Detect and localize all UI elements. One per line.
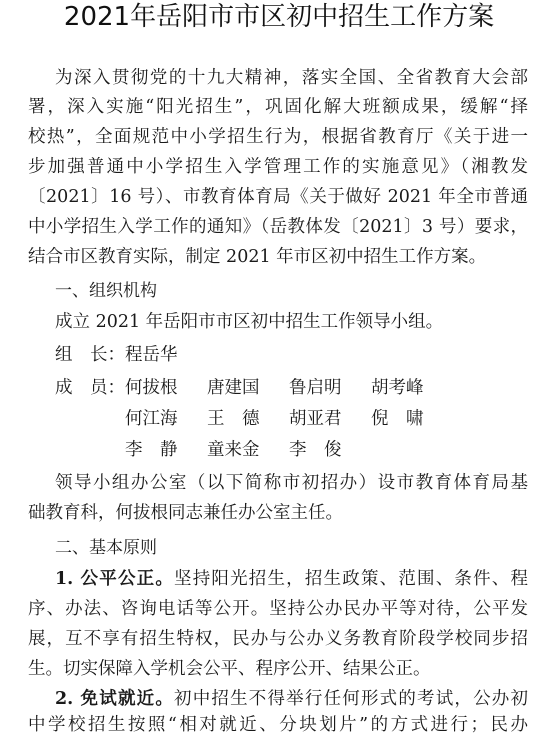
intro-line-1: 为深入贯彻党的十九大精神，落实全国、全省教育大会部 (55, 68, 528, 88)
intro-line-5: 〔2021〕16 号）、市教育体育局《关于做好 2021 年全市普通 (28, 187, 528, 207)
member-name: 何拔根 (125, 378, 178, 398)
members-row-3 (125, 439, 558, 461)
principle-2-title: 2. 免试就近。 (55, 689, 175, 709)
section-heading-principles: 二、基本原则 (55, 538, 157, 558)
members-row-2 (125, 408, 558, 430)
member-name: 童来金 (207, 440, 260, 460)
intro-line-4: 步加强普通中小学招生入学管理工作的实施意见》（湘教发 (28, 157, 528, 177)
group-established-text: 成立 2021 年岳阳市市区初中招生工作领导小组。 (55, 312, 444, 332)
principle-1-text: 坚持阳光招生，招生政策、范围、条件、程 (174, 569, 528, 589)
member-name: 倪 啸 (371, 409, 424, 429)
intro-line-6: 中小学招生入学工作的通知》（岳教体发〔2021〕3 号）要求， (28, 217, 528, 237)
principle-1-line-3: 展，互不享有招生特权，民办与公办义务教育阶段学校同步招 (28, 629, 528, 649)
leader-row (55, 344, 555, 366)
member-name: 胡考峰 (371, 378, 424, 398)
members-label: 成 员： (55, 378, 125, 398)
members-row-1 (55, 377, 555, 399)
intro-line-7: 结合市区教育实际，制定 2021 年市区初中招生工作方案。 (28, 247, 487, 267)
intro-line-2: 署，深入实施“阳光招生”，巩固化解大班额成果，缓解“择 (28, 97, 528, 117)
intro-line-3: 校热”，全面规范中小学招生行为，根据省教育厅《关于进一 (28, 127, 528, 147)
leader-label: 组 长： (55, 345, 125, 365)
member-name: 王 德 (207, 409, 260, 429)
member-name: 胡亚君 (289, 409, 342, 429)
page-title: 2021年岳阳市市区初中招生工作方案 (63, 2, 495, 32)
office-line-1: 领导小组办公室（以下简称市初招办）设市教育体育局基 (55, 473, 528, 493)
member-name: 鲁启明 (289, 378, 342, 398)
member-name: 何江海 (125, 409, 178, 429)
member-name: 李 静 (125, 440, 178, 460)
principle-1-first-line (55, 568, 528, 590)
office-line-2: 础教育科，何拔根同志兼任办公室主任。 (28, 503, 343, 523)
member-name: 李 俊 (289, 440, 342, 460)
principle-2-first-line (55, 688, 528, 710)
principle-1-line-4: 生。切实保障入学机会公平、程序公开、结果公正。 (28, 659, 431, 679)
leader-name: 程岳华 (125, 345, 178, 365)
principle-2-text: 初中招生不得举行任何形式的考试，公办初 (174, 689, 528, 709)
principle-1-line-2: 序、办法、咨询电话等公开。坚持公办民办平等对待，公平发 (28, 599, 528, 619)
section-heading-org: 一、组织机构 (55, 281, 157, 301)
principle-1-title: 1. 公平公正。 (55, 569, 175, 589)
member-name: 唐建国 (207, 378, 260, 398)
principle-2-line-2: 中学校招生按照“相对就近、分块划片”的方式进行；民办 (28, 715, 528, 735)
